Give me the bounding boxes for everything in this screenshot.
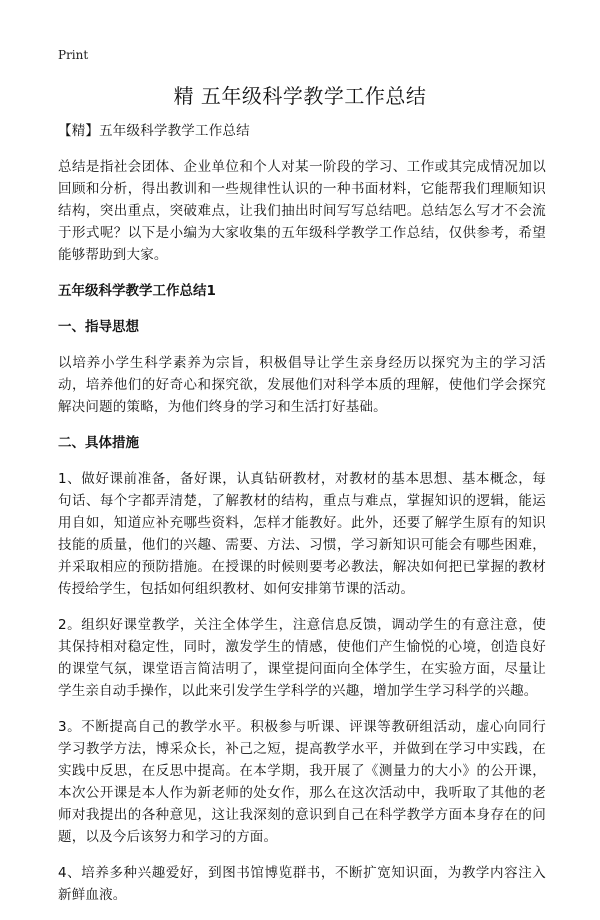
measure-paragraph-4: 4、培养多种兴趣爱好，到图书馆博览群书，不断扩宽知识面，为教学内容注入新鲜血液。 [58,865,546,903]
article-heading: 五年级科学教学工作总结1 [58,283,216,299]
section-paragraph-guiding-ideology: 以培养小学生科学素养为宗旨，积极倡导让学生亲身经历以探究为主的学习活动，培养他们的好奇心和探究欲，发展他们对科学本质的理解，使他们学会探究解决问题的策略，为他们终身的学习和生活打好基础。 [58,355,546,415]
intro-paragraph: 总结是指社会团体、企业单位和个人对某一阶段的学习、工作或其完成情况加以回顾和分析，得出教训和一些规律性认识的一种书面材料，它能帮我们理顺知识结构，突出重点，突破难点，让我们抽出时间写写总结吧。总结怎么写才不会流于形式呢？以下是小编为大家收集的五年级科学教学工作总结，仅供参考，希望能够帮助到大家。 [58,159,546,263]
measure-paragraph-1: 1、做好课前准备，备好课，认真钻研教材，对教材的基本思想、基本概念，每句话、每个字都弄清楚，了解教材的结构，重点与难点，掌握知识的逻辑，能运用自如，知道应补充哪些资料，怎样才能教好。此外，还要了解学生原有的知识技能的质量，他们的兴趣、需要、方法、习惯，学习新知识可能会有哪些困难，并采取相应的预防措施。在授课的时候则要考必教法，解决如何把已掌握的教材传授给学生，包括如何组织教材、如何安排第节课的活动。 [58,471,546,597]
document-body [58,120,546,920]
section-heading-specific-measures: 二、具体措施 [58,435,139,451]
measure-paragraph-2: 2。组织好课堂教学，关注全体学生，注意信息反馈，调动学生的有意注意，使其保持相对稳定性，同时，激发学生的情感，使他们产生愉悦的心境，创造良好的课堂气氛，课堂语言简洁明了，课堂提问面向全体学生，在实验方面，尽量让学生亲自动手操作，以此来引发学生学科学的兴趣，增加学生学习科学的兴趣。 [58,617,546,699]
page-title: 精 五年级科学教学工作总结 [173,84,427,108]
document-subtitle: 【精】五年级科学教学工作总结 [58,123,250,139]
print-link[interactable]: Print [58,48,89,62]
measure-paragraph-3: 3。不断提高自己的教学水平。积极参与听课、评课等教研组活动，虚心向同行学习教学方法，博采众长，补己之短，提高教学水平，并做到在学习中实践，在实践中反思，在反思中提高。在本学期，我开展了《测量力的大小》的公开课，本次公开课是本人作为新老师的处女作，那么在这次活动中，我听取了其他的老师对我提出的各种意见，这让我深刻的意识到自己在科学教学方面本身存在的问题，以及今后该努力和学习的方面。 [58,719,546,845]
section-heading-guiding-ideology: 一、指导思想 [58,319,139,335]
